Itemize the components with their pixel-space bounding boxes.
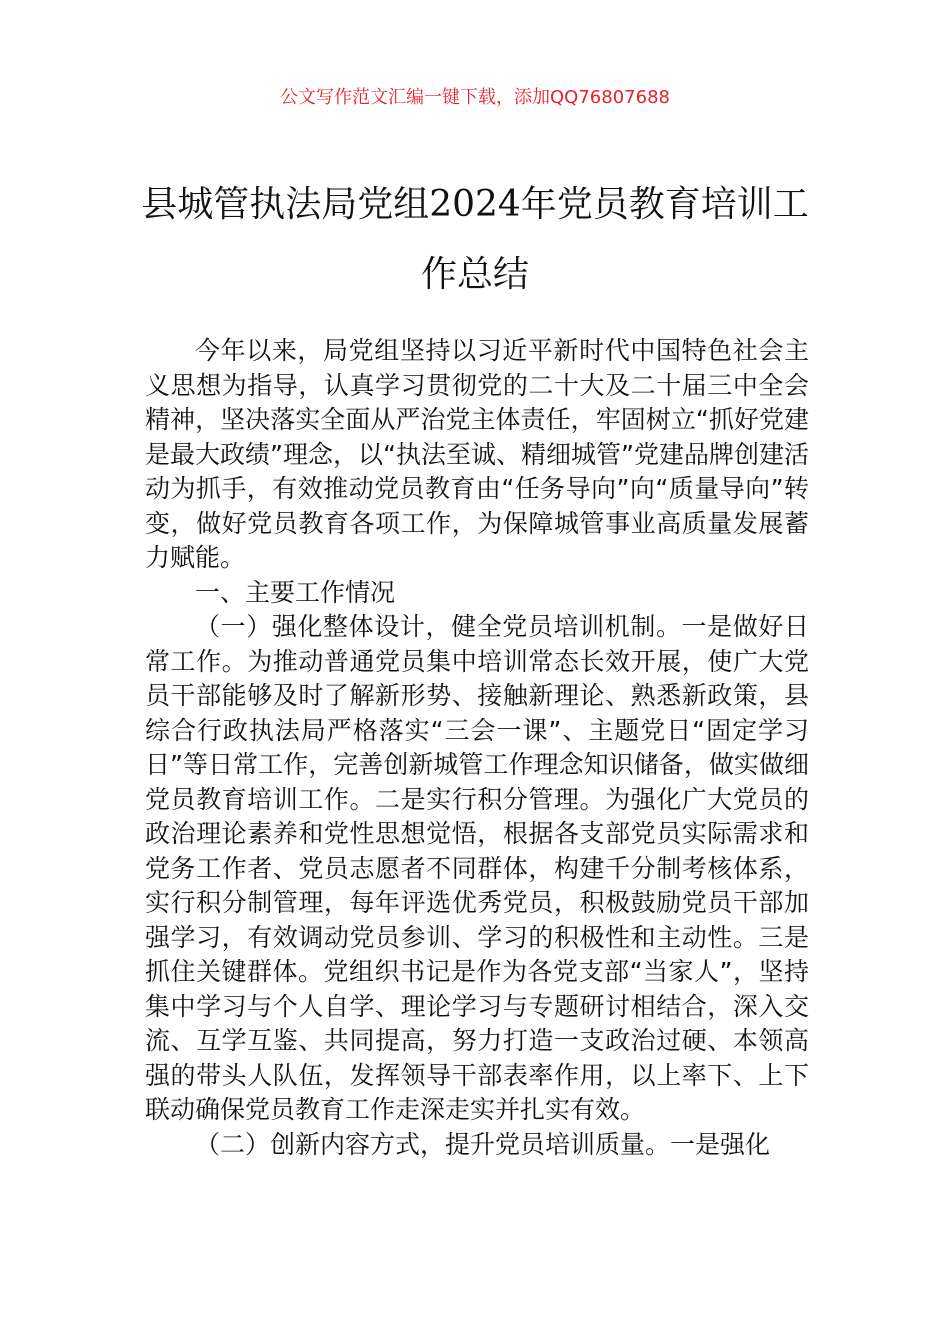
download-promo-note: 公文写作范文汇编一键下载，添加QQ76807688 [280, 87, 670, 108]
intro-paragraph: 今年以来，局党组坚持以习近平新时代中国特色社会主义思想为指导，认真学习贯彻党的二十大及二十届三中全会精神，坚决落实全面从严治党主体责任，牢固树立“抓好党建是最大政绩”理念，以“执法至诚、精细城管”党建品牌创建活动为抓手，有效推动党员教育由“任务导向”向“质量导向”转变，做好党员教育各项工作，为保障城管事业高质量发展蓄力赋能。 [145, 336, 809, 572]
subsection-paragraph-1: （一）强化整体设计，健全党员培训机制。一是做好日常工作。为推动普通党员集中培训常态长效开展，使广大党员干部能够及时了解新形势、接触新理论、熟悉新政策，县综合行政执法局严格落实“三会一课”、主题党日“固定学习日”等日常工作，完善创新城管工作理念知识储备，做实做细党员教育培训工作。二是实行积分管理。为强化广大党员的政治理论素养和党性思想觉悟，根据各支部党员实际需求和党务工作者、党员志愿者不同群体，构建千分制考核体系，实行积分制管理，每年评选优秀党员，积极鼓励党员干部加强学习，有效调动党员参训、学习的积极性和主动性。三是抓住关键群体。党组织书记是作为各党支部“当家人”，坚持集中学习与个人自学、理论学习与专题研讨相结合，深入交流、互学互鉴、共同提高，努力打造一支政治过硬、本领高强的带头人队伍，发挥领导干部表率作用，以上率下、上下联动确保党员教育工作走深走实并扎实有效。 [145, 612, 809, 1124]
document-body [145, 334, 809, 1162]
document-title: 县城管执法局党组2024年党员教育培训工作总结 [141, 184, 809, 295]
subsection-paragraph-2: （二）创新内容方式，提升党员培训质量。一是强化 [195, 1129, 771, 1159]
section-heading: 一、主要工作情况 [195, 577, 396, 607]
